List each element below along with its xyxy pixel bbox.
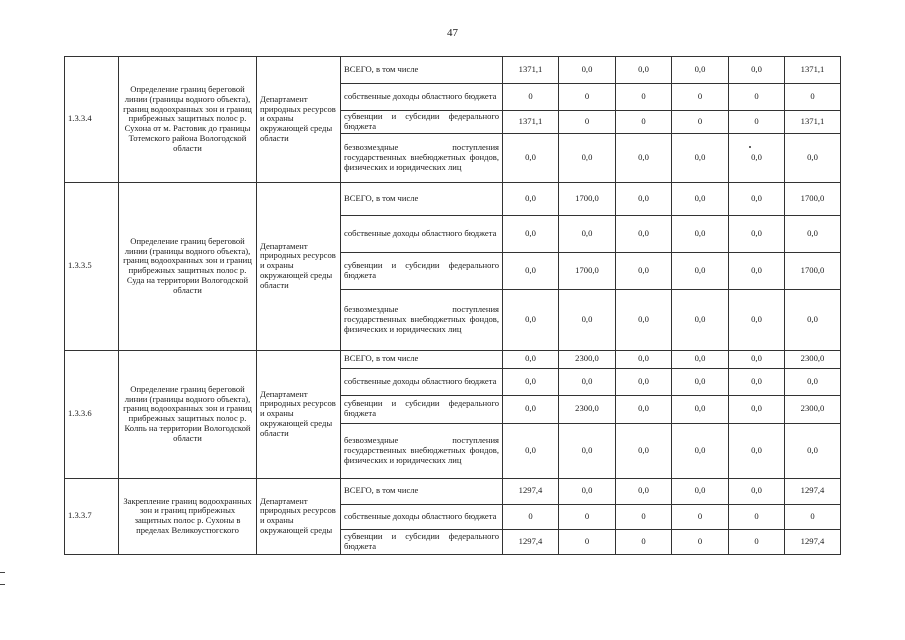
funding-amount — [503, 478, 559, 504]
funding-amount-text: 0,0 — [581, 485, 593, 496]
funding-amount-text: 0,0 — [694, 192, 706, 203]
funding-amount — [785, 478, 841, 504]
funding-amount-text: 0,0 — [638, 485, 649, 496]
funding-amount-text: 0,0 — [694, 444, 706, 455]
funding-amount-text: 0 — [584, 535, 590, 546]
funding-amount-text: 2300,0 — [575, 353, 599, 364]
funding-amount — [616, 57, 672, 84]
funding-amount — [559, 111, 616, 134]
project-code-text: 1.3.3.7 — [68, 510, 92, 521]
funding-amount — [729, 504, 785, 529]
funding-amount — [672, 478, 729, 504]
funding-amount-text: 0,0 — [694, 375, 706, 386]
project-description — [119, 182, 257, 350]
funding-source — [341, 57, 503, 84]
funding-amount — [559, 133, 616, 182]
funding-amount-text: 1297,4 — [800, 535, 825, 546]
funding-amount — [785, 182, 841, 215]
funding-amount-text: 0 — [528, 510, 533, 521]
funding-amount — [616, 478, 672, 504]
funding-amount — [559, 423, 616, 478]
table-row — [65, 57, 841, 84]
funding-source — [341, 84, 503, 111]
funding-amount-text: 0,0 — [694, 64, 706, 75]
funding-amount-text: 0,0 — [751, 64, 762, 75]
funding-amount-text: 0 — [528, 91, 533, 102]
funding-amount-text: 0,0 — [694, 151, 706, 162]
responsible-department — [257, 478, 341, 554]
funding-amount-text: 0 — [584, 510, 590, 521]
funding-source — [341, 252, 503, 289]
funding-source — [341, 423, 503, 478]
funding-amount — [616, 368, 672, 395]
funding-amount — [559, 350, 616, 368]
page-edge-mark — [0, 584, 5, 585]
funding-amount-text: 0 — [584, 115, 590, 126]
project-code-text: 1.3.3.5 — [68, 260, 92, 271]
funding-amount-text: 1371,1 — [800, 115, 825, 126]
funding-amount — [559, 504, 616, 529]
project-code — [65, 57, 119, 183]
funding-amount — [503, 133, 559, 182]
funding-amount — [785, 350, 841, 368]
funding-amount-text: 0,0 — [694, 403, 706, 414]
funding-source-text: собственные доходы областного бюджета — [344, 510, 497, 521]
funding-source — [341, 395, 503, 423]
funding-amount — [729, 57, 785, 84]
funding-amount-text: 0,0 — [525, 264, 536, 275]
funding-amount — [616, 423, 672, 478]
funding-amount-text: 0,0 — [638, 353, 649, 364]
funding-source-text: ВСЕГО, в том числе — [344, 64, 419, 75]
funding-amount-text: 0,0 — [807, 227, 818, 238]
funding-amount — [672, 423, 729, 478]
funding-source — [341, 478, 503, 504]
funding-amount-text: 0,0 — [638, 227, 649, 238]
funding-amount — [503, 289, 559, 350]
funding-amount-text: 0 — [641, 535, 646, 546]
funding-amount — [559, 368, 616, 395]
funding-amount — [503, 182, 559, 215]
funding-amount — [616, 215, 672, 252]
funding-source — [341, 504, 503, 529]
funding-amount-text: 1371,1 — [800, 64, 825, 75]
funding-amount-text: 0,0 — [751, 485, 762, 496]
funding-amount — [785, 423, 841, 478]
funding-amount-text: 1297,4 — [518, 485, 543, 496]
funding-amount-text: 0 — [697, 115, 703, 126]
funding-amount-text: 0,0 — [807, 444, 818, 455]
funding-source — [341, 215, 503, 252]
funding-amount-text: 1700,0 — [800, 192, 825, 203]
funding-source — [341, 133, 503, 182]
funding-amount-text: 1371,1 — [518, 115, 543, 126]
funding-amount — [503, 57, 559, 84]
project-code-text: 1.3.3.6 — [68, 408, 92, 419]
funding-amount — [672, 57, 729, 84]
project-description-text: Определение границ береговой линии (границы водного объекта), границ водоохранных зон и границ прибрежных защитных полос р. Колпь на территории Вологодской области — [123, 383, 252, 443]
funding-amount-text: 0,0 — [525, 353, 536, 364]
funding-source — [341, 289, 503, 350]
funding-amount — [503, 252, 559, 289]
funding-amount — [729, 111, 785, 134]
funding-amount-text: 0,0 — [751, 375, 762, 386]
funding-amount-text: 0,0 — [581, 227, 593, 238]
project-code — [65, 350, 119, 478]
project-description — [119, 350, 257, 478]
funding-amount — [616, 84, 672, 111]
funding-amount — [672, 84, 729, 111]
funding-source — [341, 368, 503, 395]
funding-amount-text: 0 — [697, 510, 703, 521]
funding-amount — [785, 57, 841, 84]
funding-amount — [616, 350, 672, 368]
funding-amount-text: 0,0 — [807, 313, 818, 324]
funding-amount — [729, 395, 785, 423]
funding-amount-text: 0 — [641, 91, 646, 102]
funding-amount-text: 2300,0 — [800, 353, 825, 364]
funding-amount — [672, 252, 729, 289]
funding-amount-text: 0,0 — [638, 313, 649, 324]
funding-amount-text: 0,0 — [751, 264, 762, 275]
funding-amount-text: 0 — [810, 510, 815, 521]
funding-amount — [729, 478, 785, 504]
funding-amount — [559, 84, 616, 111]
funding-amount — [729, 84, 785, 111]
funding-amount-text: 0,0 — [525, 192, 536, 203]
funding-amount-text: 0 — [697, 535, 703, 546]
funding-amount — [503, 504, 559, 529]
funding-amount-text: 0,0 — [694, 227, 706, 238]
funding-amount-text: 2300,0 — [575, 403, 599, 414]
responsible-department — [257, 182, 341, 350]
funding-amount — [559, 182, 616, 215]
responsible-department — [257, 350, 341, 478]
funding-amount-text: 0 — [754, 91, 759, 102]
funding-amount-text: 0,0 — [525, 151, 536, 162]
funding-amount — [616, 182, 672, 215]
funding-amount — [672, 350, 729, 368]
table-row — [65, 350, 841, 368]
funding-source-text: ВСЕГО, в том числе — [344, 192, 419, 203]
funding-amount-text: 0 — [697, 91, 703, 102]
funding-amount-text: 0,0 — [525, 444, 536, 455]
funding-source-text: собственные доходы областного бюджета — [344, 375, 497, 386]
funding-amount-text: 1700,0 — [575, 264, 599, 275]
funding-amount-text: 0 — [810, 91, 815, 102]
funding-amount — [785, 133, 841, 182]
funding-amount — [729, 289, 785, 350]
funding-amount-text: 0,0 — [751, 353, 762, 364]
project-description-text: Закрепление границ водоохранных зон и границ прибрежных защитных полос р. Сухоны в пределах Великоустюгского — [123, 495, 252, 536]
project-code — [65, 478, 119, 554]
funding-source-text: субвенции и субсидии федерального бюджета — [344, 259, 499, 280]
funding-amount-text: 0,0 — [581, 375, 593, 386]
responsible-department-text: Департамент природных ресурсов и охраны окружающей среды области — [260, 240, 336, 291]
funding-amount-text: 0 — [754, 115, 759, 126]
responsible-department-text: Департамент природных ресурсов и охраны окружающей среды области — [260, 388, 336, 439]
funding-amount-text: 0,0 — [751, 192, 762, 203]
funding-amount — [729, 133, 785, 182]
funding-amount — [559, 395, 616, 423]
funding-amount — [559, 289, 616, 350]
funding-amount — [729, 529, 785, 554]
funding-amount — [672, 215, 729, 252]
funding-amount — [785, 529, 841, 554]
funding-amount — [785, 395, 841, 423]
funding-amount — [559, 57, 616, 84]
project-code-text: 1.3.3.4 — [68, 113, 92, 124]
table-row — [65, 182, 841, 215]
funding-amount-text: 0 — [754, 510, 759, 521]
funding-amount — [785, 289, 841, 350]
funding-amount-text: 2300,0 — [800, 403, 825, 414]
funding-amount — [672, 111, 729, 134]
project-code — [65, 182, 119, 350]
funding-amount — [616, 504, 672, 529]
project-description-text: Определение границ береговой линии (границы водного объекта), границ водоохранных зон и границ прибрежных защитных полос р. Суда на территории Вологодской области — [123, 235, 252, 295]
funding-amount-text: 0,0 — [581, 64, 593, 75]
table-row — [65, 478, 841, 504]
funding-amount-text: 0,0 — [694, 353, 706, 364]
funding-amount — [559, 215, 616, 252]
funding-amount-text: 0,0 — [638, 403, 649, 414]
funding-amount — [503, 350, 559, 368]
funding-amount-text: 0,0 — [525, 375, 536, 386]
responsible-department-text: Департамент природных ресурсов и охраны окружающей среды области — [260, 93, 336, 144]
funding-amount-text: 1700,0 — [800, 264, 825, 275]
funding-amount — [503, 368, 559, 395]
funding-amount-text: 0,0 — [751, 444, 762, 455]
funding-amount-text: 0,0 — [525, 227, 536, 238]
funding-amount-text: 0,0 — [694, 264, 706, 275]
funding-source — [341, 350, 503, 368]
funding-amount-text: 0,0 — [581, 313, 593, 324]
funding-amount — [616, 133, 672, 182]
funding-amount — [785, 111, 841, 134]
funding-amount-text: 0 — [584, 91, 590, 102]
budget-table — [64, 56, 841, 555]
funding-amount-text: 0,0 — [581, 444, 593, 455]
funding-amount-text: 0,0 — [807, 375, 818, 386]
funding-source-text: ВСЕГО, в том числе — [344, 353, 419, 364]
funding-amount-text: 0 — [754, 535, 759, 546]
funding-amount — [672, 133, 729, 182]
funding-amount — [672, 182, 729, 215]
responsible-department-text: Департамент природных ресурсов и охраны окружающей среды — [260, 495, 336, 536]
page-number: 47 — [447, 27, 458, 39]
funding-source-text: субвенции и субсидии федерального бюджета — [344, 111, 499, 131]
funding-amount-text: 0 — [641, 115, 646, 126]
funding-amount — [729, 368, 785, 395]
funding-amount — [785, 368, 841, 395]
project-description — [119, 478, 257, 554]
stray-dot-mark — [749, 146, 751, 148]
funding-amount-text: 0,0 — [751, 313, 762, 324]
page-edge-mark — [0, 572, 5, 573]
funding-amount-text: 0,0 — [638, 375, 649, 386]
funding-source-text: субвенции и субсидии федерального бюджета — [344, 530, 499, 551]
project-description — [119, 57, 257, 183]
funding-amount — [616, 395, 672, 423]
funding-source-text: ВСЕГО, в том числе — [344, 485, 419, 496]
funding-source-text: безвозмездные поступления государственных внебюджетных фондов, физических и юридических лиц — [344, 434, 499, 465]
funding-source — [341, 529, 503, 554]
funding-amount — [616, 529, 672, 554]
funding-amount — [503, 215, 559, 252]
funding-amount-text: 0,0 — [751, 151, 762, 162]
funding-source-text: субвенции и субсидии федерального бюджета — [344, 398, 499, 419]
funding-amount-text: 0,0 — [694, 485, 706, 496]
funding-amount — [559, 529, 616, 554]
funding-amount — [729, 215, 785, 252]
funding-amount — [785, 504, 841, 529]
funding-amount-text: 1297,4 — [800, 485, 825, 496]
funding-amount — [785, 84, 841, 111]
project-description-text: Определение границ береговой линии (границы водного объекта), границ водоохранных зон и границ прибрежных защитных полос р. Сухона от м. Растовик до границы Тотемского района Вологодской области — [123, 83, 252, 154]
funding-amount-text: 0,0 — [581, 151, 593, 162]
funding-source-text: безвозмездные поступления государственных внебюджетных фондов, физических и юридических лиц — [344, 303, 499, 334]
funding-amount — [616, 289, 672, 350]
funding-source-text: собственные доходы областного бюджета — [344, 227, 497, 238]
funding-amount — [503, 423, 559, 478]
funding-source — [341, 182, 503, 215]
funding-amount — [503, 395, 559, 423]
funding-amount — [729, 423, 785, 478]
funding-amount-text: 0,0 — [638, 444, 649, 455]
funding-amount-text: 0,0 — [807, 151, 818, 162]
funding-amount-text: 0,0 — [638, 192, 649, 203]
funding-amount — [785, 215, 841, 252]
funding-amount — [503, 111, 559, 134]
funding-amount-text: 0,0 — [751, 227, 762, 238]
funding-source-text: собственные доходы областного бюджета — [344, 91, 497, 102]
funding-source — [341, 111, 503, 134]
funding-amount — [672, 529, 729, 554]
funding-amount — [729, 350, 785, 368]
funding-amount — [672, 395, 729, 423]
funding-amount-text: 0,0 — [525, 403, 536, 414]
funding-amount — [785, 252, 841, 289]
funding-amount-text: 0,0 — [638, 264, 649, 275]
funding-amount — [616, 252, 672, 289]
funding-amount — [672, 504, 729, 529]
funding-amount — [729, 182, 785, 215]
funding-amount — [559, 252, 616, 289]
funding-amount — [503, 529, 559, 554]
funding-amount — [559, 478, 616, 504]
funding-amount — [729, 252, 785, 289]
funding-amount-text: 0,0 — [638, 151, 649, 162]
funding-amount-text: 1371,1 — [518, 64, 543, 75]
funding-amount-text: 0,0 — [694, 313, 706, 324]
funding-amount — [672, 368, 729, 395]
funding-amount-text: 1700,0 — [575, 192, 599, 203]
funding-amount — [672, 289, 729, 350]
funding-amount-text: 0,0 — [751, 403, 762, 414]
funding-amount-text: 1297,4 — [518, 535, 543, 546]
funding-amount — [503, 84, 559, 111]
funding-source-text: безвозмездные поступления государственных внебюджетных фондов, физических и юридических лиц — [344, 141, 499, 172]
responsible-department — [257, 57, 341, 183]
funding-amount-text: 0,0 — [638, 64, 649, 75]
funding-amount-text: 0 — [641, 510, 646, 521]
funding-amount — [616, 111, 672, 134]
funding-amount-text: 0,0 — [525, 313, 536, 324]
